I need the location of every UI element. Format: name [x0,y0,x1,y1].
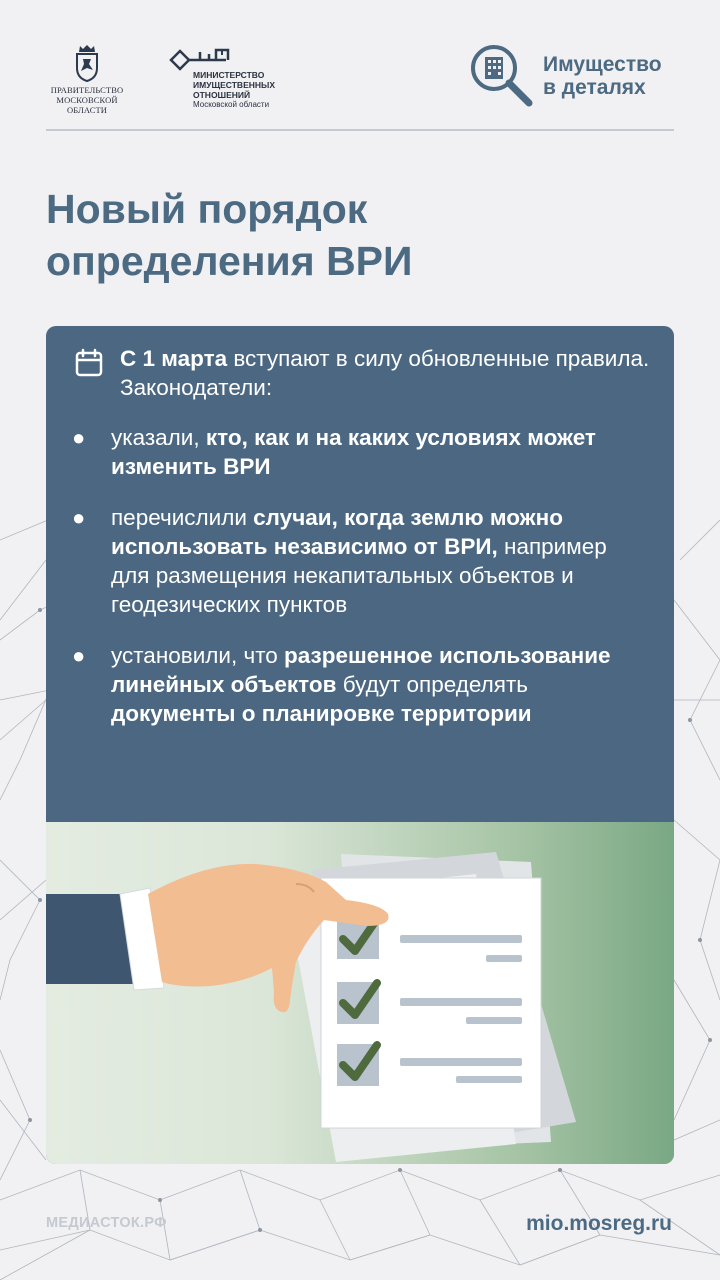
header [0,0,720,140]
bullet-dot: ● [72,505,86,530]
brand-name [543,53,662,99]
brand-line-2: в деталях [543,76,646,99]
magnifier-building-icon [470,42,536,108]
page-title [46,183,676,287]
intro-date: С 1 марта [120,346,228,371]
intro-body: вступают в силу обновленные правила. Законодатели: [120,346,650,400]
bullet-3-text-1: установили, что [111,643,285,668]
gov-logo [46,44,128,115]
ministry-logo-line-1: МИНИСТЕРСТВО [193,70,265,80]
ministry-logo-text [193,70,275,110]
coat-of-arms-icon [73,44,101,82]
footer-mediastok: МЕДИАСТОК.РФ [46,1215,167,1231]
bullet-2-text-2: случаи, когда землю можно использовать независимо от ВРИ, [111,505,563,559]
bullet-1-text-1: указали, [111,425,206,450]
bullet-dot: ● [72,425,86,450]
list-item [46,423,631,481]
bullet-1-text-2: кто, как и на каких условиях может изменить ВРИ [111,425,596,479]
rules-list [46,423,674,728]
bullet-3-text-4: документы о планировке территории [111,701,532,726]
calendar-icon [74,348,104,378]
checklist-illustration [46,822,674,1164]
footer-website[interactable]: mio.mosreg.ru [526,1212,672,1235]
page-title-line-2: определения ВРИ [46,238,413,284]
info-card-text [46,326,674,822]
bullet-2-text-1: перечислили [111,505,254,530]
gov-logo-line-3: ОБЛАСТИ [67,105,107,115]
brand-line-1: Имущество [543,53,662,76]
page-title-line-1: Новый порядок [46,186,368,232]
hand-holding-checklist-image [46,822,674,1164]
bullet-2-text-3: например для размещения некапитальных объектов и геодезических пунктов [111,534,607,617]
ministry-logo-line-2: ИМУЩЕСТВЕННЫХ [193,80,276,90]
header-divider [46,129,674,131]
ministry-logo-region: Московской области [193,100,270,109]
gov-logo-line-2: МОСКОВСКОЙ [56,95,118,105]
bullet-3-text-2: разрешенное использование линейных объектов [111,643,611,697]
bullet-dot: ● [72,643,86,668]
info-card [46,326,674,1164]
ministry-logo-line-3: ОТНОШЕНИЙ [193,90,251,100]
list-item [46,641,631,728]
gov-logo-line-1: ПРАВИТЕЛЬСТВО [50,85,124,95]
bullet-3-text-3: будут определять [336,672,528,697]
list-item [46,503,631,619]
intro-text [120,344,660,402]
